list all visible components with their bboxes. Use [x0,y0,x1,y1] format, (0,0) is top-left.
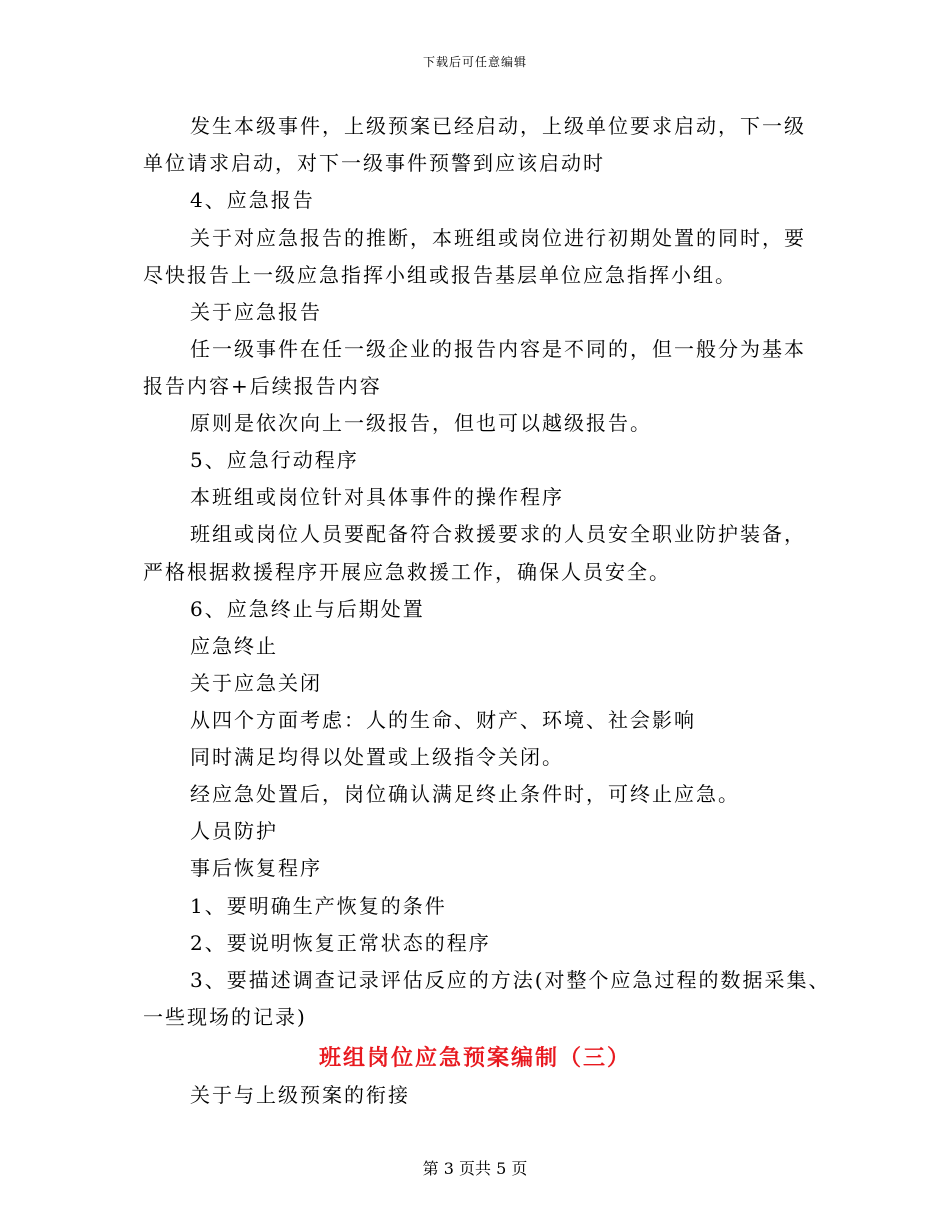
body-line: 严格根据救援程序开展应急救援工作，确保人员安全。 [143,560,671,584]
body-line: 事后恢复程序 [190,856,322,880]
body-line: 应急终止 [190,634,278,658]
body-line: 报告内容+后续报告内容 [143,374,382,398]
page-header: 下载后可任意编辑 [422,55,527,69]
body-line: 一些现场的记录) [143,1005,307,1029]
section-heading-6: 6、应急终止与后期处置 [190,597,425,621]
section-heading-4: 4、应急报告 [190,188,315,212]
list-item: 2、要说明恢复正常状态的程序 [190,931,491,955]
body-line: 发生本级事件，上级预案已经启动，上级单位要求启动，下一级 [190,114,806,138]
list-item: 1、要明确生产恢复的条件 [190,894,447,918]
body-line: 任一级事件在任一级企业的报告内容是不同的，但一般分为基本 [190,337,806,361]
body-line: 班组或岗位人员要配备符合救援要求的人员安全职业防护装备， [190,522,806,546]
body-line: 本班组或岗位针对具体事件的操作程序 [190,485,564,509]
body-line: 人员防护 [190,819,278,843]
list-item: 3、要描述调查记录评估反应的方法(对整个应急过程的数据采集、 [190,968,831,992]
section-heading-5: 5、应急行动程序 [190,448,359,472]
section-title: 班组岗位应急预案编制（三） [318,1045,631,1071]
body-line: 关于应急报告 [190,300,322,324]
body-line: 同时满足均得以处置或上级指令关闭。 [190,745,564,769]
body-line: 单位请求启动，对下一级事件预警到应该启动时 [143,151,605,175]
body-line: 原则是依次向上一级报告，但也可以越级报告。 [190,411,652,435]
page-footer: 第 3 页共 5 页 [422,1159,528,1178]
body-line: 经应急处置后，岗位确认满足终止条件时，可终止应急。 [190,782,740,806]
body-line: 尽快报告上一级应急指挥小组或报告基层单位应急指挥小组。 [143,263,737,287]
body-line: 关于与上级预案的衔接 [190,1083,410,1107]
body-line: 关于对应急报告的推断，本班组或岗位进行初期处置的同时，要 [190,226,806,250]
body-line: 从四个方面考虑：人的生命、财产、环境、社会影响 [190,708,696,732]
body-line: 关于应急关闭 [190,671,322,695]
